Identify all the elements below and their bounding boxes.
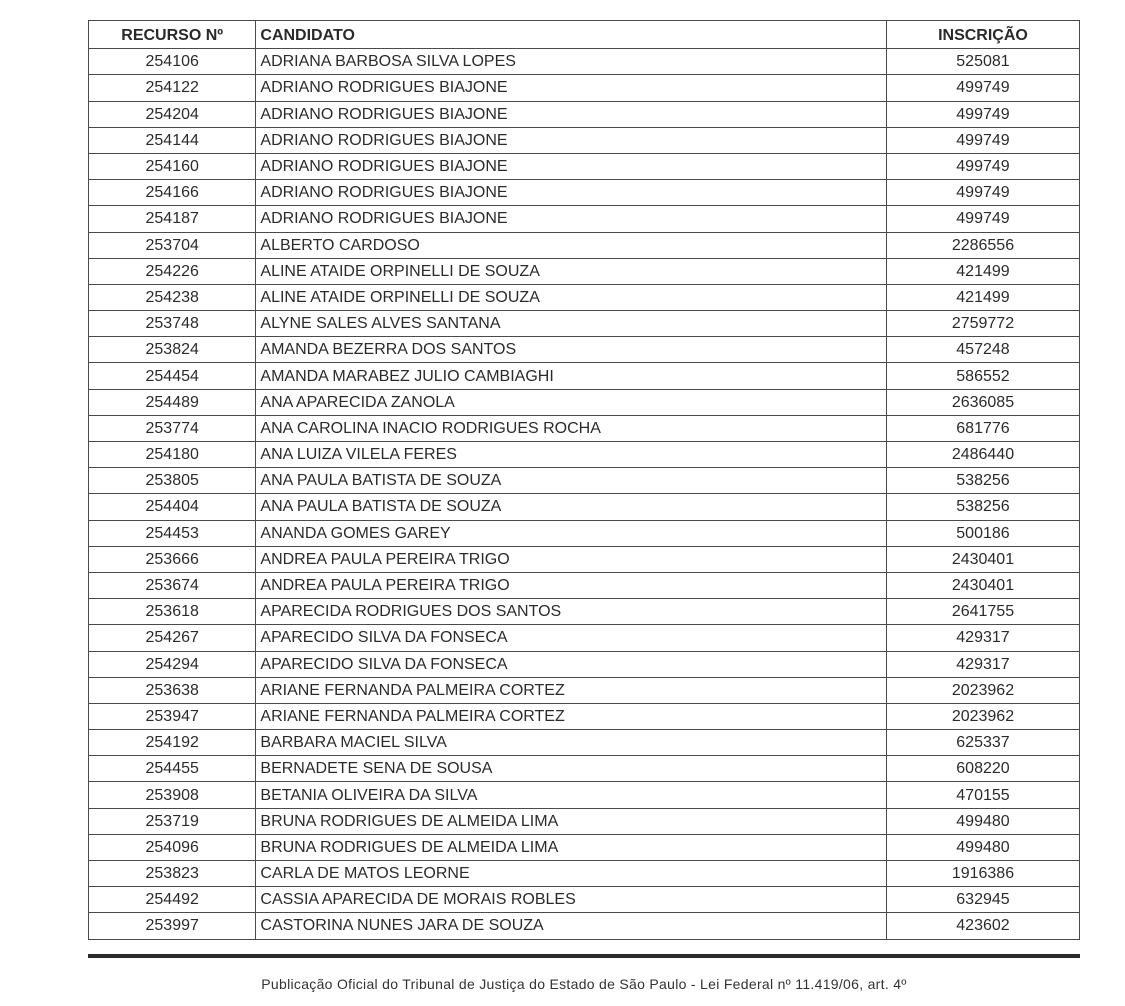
cell-recurso: 254192: [89, 730, 256, 756]
cell-inscricao: 1916386: [886, 861, 1079, 887]
cell-recurso: 254455: [89, 756, 256, 782]
cell-candidato: ALBERTO CARDOSO: [256, 232, 887, 258]
cell-recurso: 254454: [89, 363, 256, 389]
cell-candidato: ARIANE FERNANDA PALMEIRA CORTEZ: [256, 703, 887, 729]
cell-candidato: ADRIANO RODRIGUES BIAJONE: [256, 180, 887, 206]
cell-candidato: CASSIA APARECIDA DE MORAIS ROBLES: [256, 887, 887, 913]
cell-inscricao: 499749: [886, 206, 1079, 232]
cell-inscricao: 586552: [886, 363, 1079, 389]
table-row: [89, 363, 1080, 389]
table-row: [89, 389, 1080, 415]
cell-inscricao: 429317: [886, 651, 1079, 677]
cell-candidato: ANDREA PAULA PEREIRA TRIGO: [256, 572, 887, 598]
table-row: [89, 337, 1080, 363]
cell-recurso: 254226: [89, 258, 256, 284]
table-row: [89, 311, 1080, 337]
cell-inscricao: 499749: [886, 75, 1079, 101]
table-row: [89, 703, 1080, 729]
footer-divider: [88, 954, 1080, 958]
cell-recurso: 254106: [89, 49, 256, 75]
table-row: [89, 677, 1080, 703]
cell-candidato: ADRIANO RODRIGUES BIAJONE: [256, 75, 887, 101]
cell-recurso: 254492: [89, 887, 256, 913]
cell-candidato: ARIANE FERNANDA PALMEIRA CORTEZ: [256, 677, 887, 703]
cell-recurso: 254453: [89, 520, 256, 546]
cell-inscricao: 625337: [886, 730, 1079, 756]
cell-candidato: ALINE ATAIDE ORPINELLI DE SOUZA: [256, 284, 887, 310]
table-row: [89, 415, 1080, 441]
cell-candidato: BERNADETE SENA DE SOUSA: [256, 756, 887, 782]
table-row: [89, 861, 1080, 887]
table-row: [89, 153, 1080, 179]
cell-candidato: BRUNA RODRIGUES DE ALMEIDA LIMA: [256, 808, 887, 834]
cell-recurso: 254144: [89, 127, 256, 153]
cell-inscricao: 2486440: [886, 442, 1079, 468]
table-row: [89, 599, 1080, 625]
cell-recurso: 254096: [89, 834, 256, 860]
cell-candidato: BETANIA OLIVEIRA DA SILVA: [256, 782, 887, 808]
cell-recurso: 253674: [89, 572, 256, 598]
cell-inscricao: 2023962: [886, 677, 1079, 703]
cell-recurso: 253618: [89, 599, 256, 625]
cell-inscricao: 421499: [886, 258, 1079, 284]
cell-inscricao: 2759772: [886, 311, 1079, 337]
table-row: [89, 887, 1080, 913]
cell-inscricao: 525081: [886, 49, 1079, 75]
table-body: [89, 49, 1080, 939]
table-row: [89, 101, 1080, 127]
cell-inscricao: 2430401: [886, 572, 1079, 598]
cell-candidato: ANA APARECIDA ZANOLA: [256, 389, 887, 415]
table-row: [89, 756, 1080, 782]
table-row: [89, 75, 1080, 101]
cell-inscricao: 421499: [886, 284, 1079, 310]
cell-candidato: AMANDA MARABEZ JULIO CAMBIAGHI: [256, 363, 887, 389]
table-row: [89, 572, 1080, 598]
cell-recurso: 253638: [89, 677, 256, 703]
cell-recurso: 254166: [89, 180, 256, 206]
cell-candidato: ADRIANO RODRIGUES BIAJONE: [256, 153, 887, 179]
cell-candidato: BARBARA MACIEL SILVA: [256, 730, 887, 756]
cell-recurso: 254238: [89, 284, 256, 310]
cell-inscricao: 457248: [886, 337, 1079, 363]
cell-recurso: 254180: [89, 442, 256, 468]
cell-inscricao: 2636085: [886, 389, 1079, 415]
cell-inscricao: 2286556: [886, 232, 1079, 258]
cell-recurso: 253774: [89, 415, 256, 441]
cell-recurso: 254187: [89, 206, 256, 232]
table-row: [89, 49, 1080, 75]
cell-candidato: APARECIDO SILVA DA FONSECA: [256, 651, 887, 677]
cell-candidato: ANA LUIZA VILELA FERES: [256, 442, 887, 468]
table-row: [89, 206, 1080, 232]
table-row: [89, 913, 1080, 939]
cell-recurso: 254160: [89, 153, 256, 179]
cell-inscricao: 538256: [886, 494, 1079, 520]
cell-inscricao: 470155: [886, 782, 1079, 808]
table-row: [89, 782, 1080, 808]
table-row: [89, 232, 1080, 258]
table-row: [89, 730, 1080, 756]
cell-inscricao: 608220: [886, 756, 1079, 782]
cell-inscricao: 499480: [886, 834, 1079, 860]
cell-recurso: 253947: [89, 703, 256, 729]
cell-candidato: CARLA DE MATOS LEORNE: [256, 861, 887, 887]
cell-candidato: ADRIANO RODRIGUES BIAJONE: [256, 127, 887, 153]
cell-recurso: 254294: [89, 651, 256, 677]
table-row: [89, 180, 1080, 206]
results-table: [88, 20, 1080, 940]
cell-candidato: APARECIDA RODRIGUES DOS SANTOS: [256, 599, 887, 625]
cell-recurso: 253997: [89, 913, 256, 939]
cell-recurso: 254122: [89, 75, 256, 101]
cell-recurso: 253824: [89, 337, 256, 363]
cell-inscricao: 500186: [886, 520, 1079, 546]
table-row: [89, 442, 1080, 468]
cell-recurso: 254267: [89, 625, 256, 651]
cell-candidato: ADRIANO RODRIGUES BIAJONE: [256, 101, 887, 127]
cell-inscricao: 429317: [886, 625, 1079, 651]
cell-candidato: BRUNA RODRIGUES DE ALMEIDA LIMA: [256, 834, 887, 860]
cell-inscricao: 632945: [886, 887, 1079, 913]
cell-recurso: 253666: [89, 546, 256, 572]
table-row: [89, 834, 1080, 860]
cell-inscricao: 499480: [886, 808, 1079, 834]
cell-candidato: ANA PAULA BATISTA DE SOUZA: [256, 494, 887, 520]
table-row: [89, 651, 1080, 677]
cell-candidato: ALINE ATAIDE ORPINELLI DE SOUZA: [256, 258, 887, 284]
cell-candidato: ADRIANO RODRIGUES BIAJONE: [256, 206, 887, 232]
cell-recurso: 253704: [89, 232, 256, 258]
table-row: [89, 546, 1080, 572]
header-row: [89, 21, 1080, 49]
cell-inscricao: 2641755: [886, 599, 1079, 625]
table-row: [89, 494, 1080, 520]
cell-inscricao: 2430401: [886, 546, 1079, 572]
cell-candidato: AMANDA BEZERRA DOS SANTOS: [256, 337, 887, 363]
cell-candidato: ANDREA PAULA PEREIRA TRIGO: [256, 546, 887, 572]
table-row: [89, 127, 1080, 153]
cell-inscricao: 499749: [886, 101, 1079, 127]
table-row: [89, 808, 1080, 834]
cell-recurso: 253908: [89, 782, 256, 808]
cell-recurso: 253719: [89, 808, 256, 834]
cell-recurso: 254404: [89, 494, 256, 520]
table-row: [89, 625, 1080, 651]
table-row: [89, 520, 1080, 546]
cell-inscricao: 499749: [886, 127, 1079, 153]
cell-inscricao: 2023962: [886, 703, 1079, 729]
cell-candidato: ANANDA GOMES GAREY: [256, 520, 887, 546]
cell-candidato: ALYNE SALES ALVES SANTANA: [256, 311, 887, 337]
cell-recurso: 253748: [89, 311, 256, 337]
cell-candidato: APARECIDO SILVA DA FONSECA: [256, 625, 887, 651]
cell-recurso: 254204: [89, 101, 256, 127]
cell-recurso: 253805: [89, 468, 256, 494]
footer-publication-note: Publicação Oficial do Tribunal de Justiça do Estado de São Paulo - Lei Federal nº 11.419/06, art. 4º: [261, 976, 907, 992]
cell-candidato: ADRIANA BARBOSA SILVA LOPES: [256, 49, 887, 75]
cell-recurso: 254489: [89, 389, 256, 415]
cell-candidato: ANA CAROLINA INACIO RODRIGUES ROCHA: [256, 415, 887, 441]
header-candidato: CANDIDATO: [256, 21, 887, 49]
table-row: [89, 258, 1080, 284]
table-row: [89, 468, 1080, 494]
cell-candidato: CASTORINA NUNES JARA DE SOUZA: [256, 913, 887, 939]
header-inscricao: INSCRIÇÃO: [886, 21, 1079, 49]
table-header: [89, 21, 1080, 49]
cell-inscricao: 423602: [886, 913, 1079, 939]
cell-inscricao: 538256: [886, 468, 1079, 494]
header-recurso: RECURSO Nº: [89, 21, 256, 49]
cell-inscricao: 499749: [886, 153, 1079, 179]
cell-candidato: ANA PAULA BATISTA DE SOUZA: [256, 468, 887, 494]
table-row: [89, 284, 1080, 310]
cell-inscricao: 499749: [886, 180, 1079, 206]
cell-recurso: 253823: [89, 861, 256, 887]
cell-inscricao: 681776: [886, 415, 1079, 441]
